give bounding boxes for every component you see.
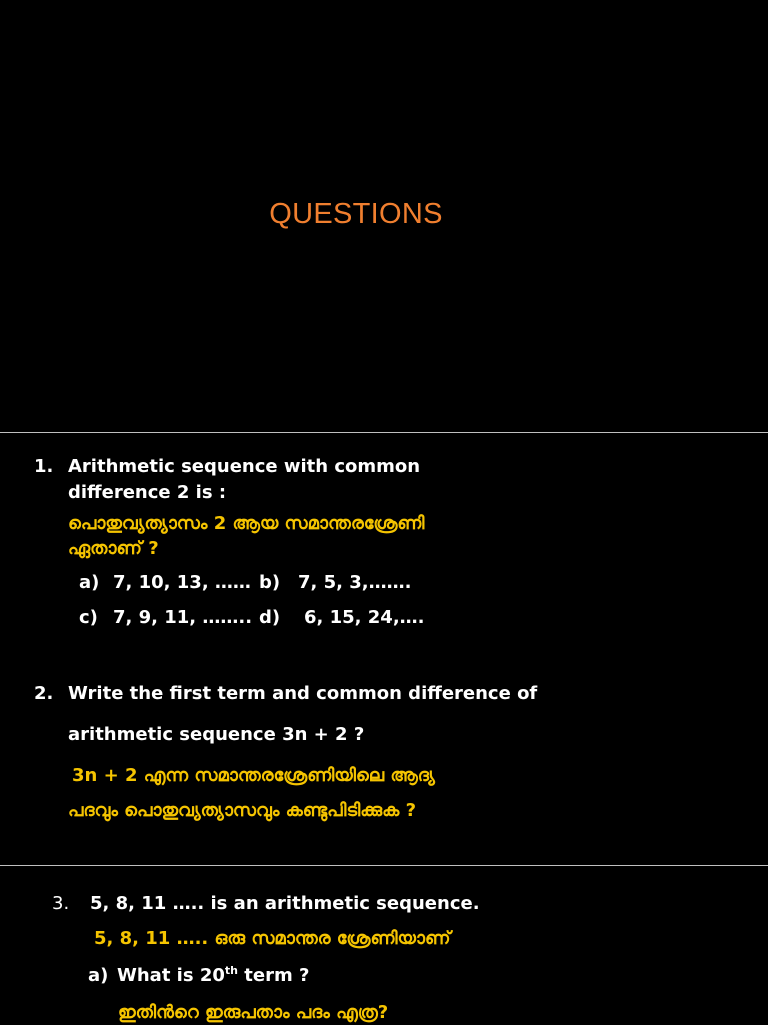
q3-sub-a-suffix: term ? <box>237 965 310 986</box>
q1-text-line2: difference 2 is : <box>68 482 227 503</box>
q2-number: 2. <box>34 683 54 704</box>
q1-option-a-label: a) <box>79 572 100 593</box>
slide-title-heading: QUESTIONS <box>269 198 443 230</box>
q1-option-c-text: 7, 9, 11, …….. <box>113 607 253 628</box>
q3-sub-a-question <box>117 964 309 988</box>
slide-questions-1-2 <box>0 433 768 865</box>
q1-option-d-text: 6, 15, 24,…. <box>304 607 425 628</box>
q3-sub-a-label: a) <box>88 965 109 986</box>
q3-text-line1: 5, 8, 11 ….. is an arithmetic sequence. <box>90 893 480 914</box>
q1-option-c-label: c) <box>79 607 98 628</box>
q3-malayalam-sub-a: ഇതിൻറെ ഇരുപതാം പദം എത്ര? <box>118 1002 389 1023</box>
q2-malayalam-line1: 3n + 2 എന്ന സമാന്തരശ്രേണിയിലെ ആദ്യ <box>72 765 435 786</box>
q1-option-d-label: d) <box>259 607 281 628</box>
q3-sub-a-prefix: What is 20 <box>117 965 225 986</box>
q3-number: 3. <box>52 893 70 914</box>
q3-malayalam-line1: 5, 8, 11 ….. ഒരു സമാന്തര ശ്രേണിയാണ് <box>94 928 451 949</box>
q2-text-line2: arithmetic sequence 3n + 2 ? <box>68 724 365 745</box>
q1-text-line1: Arithmetic sequence with common <box>68 456 421 477</box>
q3-sub-a-sup: th <box>224 964 238 977</box>
q1-option-a-text: 7, 10, 13, …… <box>113 572 251 593</box>
slide-title <box>0 0 768 432</box>
q1-number: 1. <box>34 456 54 477</box>
q1-option-b-text: 7, 5, 3,……. <box>298 572 412 593</box>
q1-malayalam-line2: ഏതാണ് ? <box>68 538 159 559</box>
q2-text-line1: Write the first term and common difference of <box>68 683 538 704</box>
q1-malayalam-line1: പൊതുവ്യത്യാസം 2 ആയ സമാന്തരശ്രേണി <box>68 513 425 534</box>
slide-question-3 <box>0 866 768 1024</box>
q1-option-b-label: b) <box>259 572 281 593</box>
q2-malayalam-line2: പദവും പൊതുവ്യത്യാസവും കണ്ടുപിടിക്കുക ? <box>68 800 417 821</box>
